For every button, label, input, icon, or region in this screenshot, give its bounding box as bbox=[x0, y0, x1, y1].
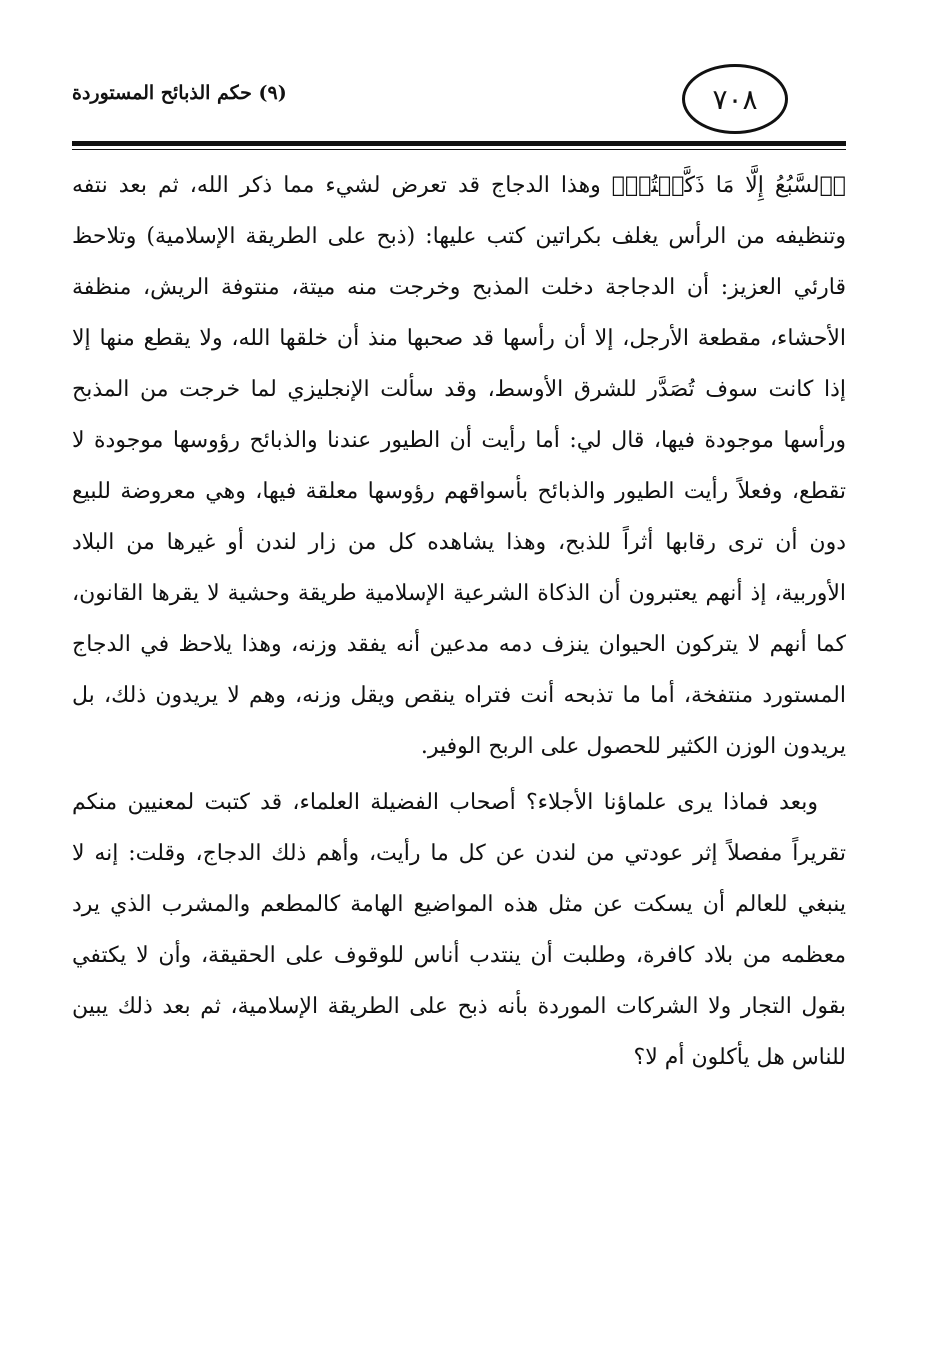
page-number-oval bbox=[682, 64, 788, 134]
header-rule-thick bbox=[72, 141, 846, 146]
running-title: (٩) حكم الذبائح المستوردة bbox=[72, 82, 287, 104]
paragraph-1: ﴿ٱلسَّبُعُ إِلَّا مَا ذَكَّيۡتُمۡ﴾ وهذا الدجاج قد تعرض لشيء مما ذكر الله، ثم بعد نتفه وتنظيفه من الرأس يغلف بكراتين كتب عليها: (ذبح على الطريقة الإسلامية) وتلاحظ قارئي العزيز: أن الدجاجة دخلت المذبح وخرجت منه ميتة، منتوفة الريش، منظفة الأحشاء، مقطعة الأرجل، إلا أن رأسها قد صحبها منذ أن خلقها الله، ولا يقطع منها إلا إذا كانت سوف تُصَدَّر للشرق الأوسط، وقد سألت الإنجليزي لما خرجت من المذبح ورأسها موجودة فيها، قال لي: أما رأيت أن الطيور عندنا والذبائح رؤوسها موجودة لا تقطع، وفعلاً رأيت الطيور والذبائح بأسواقهم رؤوسها معلقة فيها، وهي معروضة للبيع دون أن ترى رقابها أثراً للذبح، وهذا يشاهده كل من زار لندن أو غيرها من البلاد الأوربية، إذ أنهم يعتبرون أن الذكاة الشرعية الإسلامية طريقة وحشية لا يقرها القانون، كما أنهم لا يتركون الحيوان ينزف دمه مدعين أنه يفقد وزنه، وهذا يلاحظ في الدجاج المستورد منتفخة، أما ما تذبحه أنت فتراه ينقص ويقل وزنه، وهم لا يريدون ذلك، بل يريدون الوزن الكثير للحصول على الربح الوفير. bbox=[72, 173, 847, 759]
body-text bbox=[72, 160, 846, 1083]
header-rule-thin bbox=[72, 149, 846, 150]
paragraph-2: وبعد فماذا يرى علماؤنا الأجلاء؟ أصحاب الفضيلة العلماء، قد كتبت لمعنيين منكم تقريراً مفصلاً إثر عودتي من لندن عن كل ما رأيت، وأهم ذلك الدجاج، وقلت: إنه لا ينبغي للعالم أن يسكت عن مثل هذه المواضيع الهامة كالمطعم والمشرب الذي يرد معظمه من بلاد كافرة، وطلبت أن ينتدب أناس للوقوف على الحقيقة، وأن لا يكتفي بقول التجار ولا الشركات الموردة بأنه ذبح على الطريقة الإسلامية، ثم بعد ذلك يبين للناس هل يأكلون أم لا؟ bbox=[72, 790, 846, 1070]
page-number: ٧٠٨ bbox=[712, 82, 758, 116]
